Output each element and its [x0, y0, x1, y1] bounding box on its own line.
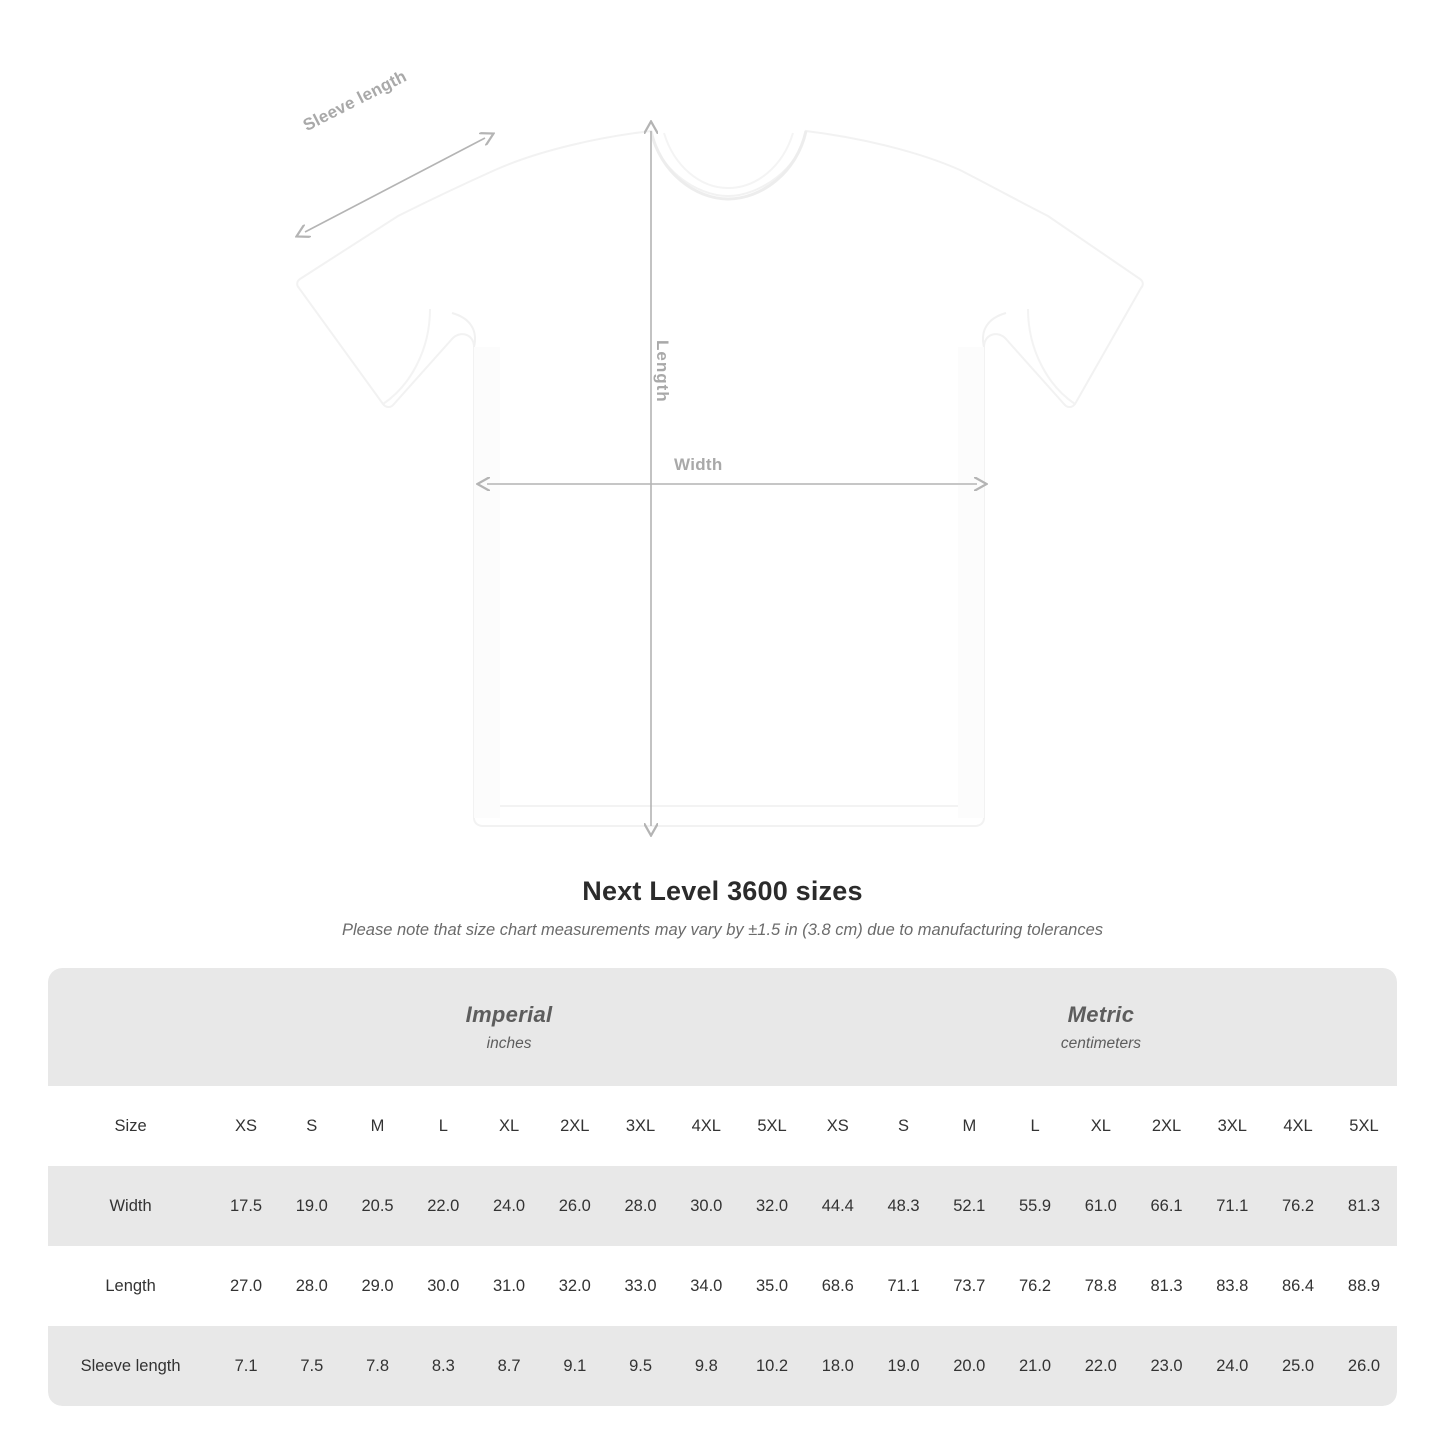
width-imperial-2xl: 26.0: [542, 1166, 608, 1246]
sleeve-imperial-3xl: 9.5: [608, 1326, 674, 1406]
table-row: [48, 1246, 1397, 1326]
width-metric-xl: 61.0: [1068, 1166, 1134, 1246]
width-metric-xs: 44.4: [805, 1166, 871, 1246]
width-imperial-s: 19.0: [279, 1166, 345, 1246]
metric-unit: centimeters: [1060, 1034, 1142, 1052]
size-header-imperial-xl: XL: [476, 1086, 542, 1166]
width-metric-s: 48.3: [871, 1166, 937, 1246]
unit-system-corner: [48, 968, 213, 1086]
tolerance-note: Please note that size chart measurements may vary by ±1.5 in (3.8 cm) due to manufacturing tolerances: [341, 921, 1104, 939]
length-imperial-s: 28.0: [279, 1246, 345, 1326]
sleeve-imperial-5xl: 10.2: [739, 1326, 805, 1406]
sleeve-imperial-xl: 8.7: [476, 1326, 542, 1406]
sleeve-imperial-s: 7.5: [279, 1326, 345, 1406]
width-imperial-l: 22.0: [410, 1166, 476, 1246]
length-metric-l: 76.2: [1002, 1246, 1068, 1326]
length-metric-3xl: 83.8: [1199, 1246, 1265, 1326]
size-header-imperial-s: S: [279, 1086, 345, 1166]
length-imperial-4xl: 34.0: [673, 1246, 739, 1326]
size-header-metric-m: M: [936, 1086, 1002, 1166]
width-imperial-xl: 24.0: [476, 1166, 542, 1246]
size-header-imperial-2xl: 2XL: [542, 1086, 608, 1166]
sleeve-imperial-4xl: 9.8: [673, 1326, 739, 1406]
length-metric-4xl: 86.4: [1265, 1246, 1331, 1326]
unit-system-metric: [805, 968, 1397, 1086]
sleeve-metric-5xl: 26.0: [1331, 1326, 1397, 1406]
tshirt-shape: [297, 131, 1143, 826]
size-header-imperial-4xl: 4XL: [673, 1086, 739, 1166]
width-imperial-m: 20.5: [345, 1166, 411, 1246]
size-header-imperial-l: L: [410, 1086, 476, 1166]
row-label-sleeve-length: Sleeve length: [48, 1326, 213, 1406]
length-metric-s: 71.1: [871, 1246, 937, 1326]
length-label: Length: [653, 340, 672, 403]
unit-system-imperial: [213, 968, 805, 1086]
size-header-metric-l: L: [1002, 1086, 1068, 1166]
size-header-metric-3xl: 3XL: [1199, 1086, 1265, 1166]
length-metric-5xl: 88.9: [1331, 1246, 1397, 1326]
size-table: [48, 968, 1397, 1406]
length-metric-xl: 78.8: [1068, 1246, 1134, 1326]
sleeve-imperial-xs: 7.1: [213, 1326, 279, 1406]
length-metric-xs: 68.6: [805, 1246, 871, 1326]
metric-name: Metric: [1067, 1001, 1135, 1027]
sleeve-metric-3xl: 24.0: [1199, 1326, 1265, 1406]
size-header-metric-5xl: 5XL: [1331, 1086, 1397, 1166]
size-header-imperial-xs: XS: [213, 1086, 279, 1166]
length-imperial-m: 29.0: [345, 1246, 411, 1326]
size-header-imperial-3xl: 3XL: [608, 1086, 674, 1166]
sleeve-imperial-m: 7.8: [345, 1326, 411, 1406]
width-imperial-5xl: 32.0: [739, 1166, 805, 1246]
size-header-imperial-m: M: [345, 1086, 411, 1166]
width-metric-l: 55.9: [1002, 1166, 1068, 1246]
width-metric-2xl: 66.1: [1134, 1166, 1200, 1246]
imperial-unit: inches: [486, 1034, 532, 1052]
width-metric-4xl: 76.2: [1265, 1166, 1331, 1246]
size-header-metric-4xl: 4XL: [1265, 1086, 1331, 1166]
length-imperial-l: 30.0: [410, 1246, 476, 1326]
sleeve-metric-m: 20.0: [936, 1326, 1002, 1406]
size-header-metric-s: S: [871, 1086, 937, 1166]
unit-system-row: [48, 968, 1397, 1086]
length-metric-2xl: 81.3: [1134, 1246, 1200, 1326]
sleeve-length-label: Sleeve length: [300, 66, 410, 135]
width-imperial-4xl: 30.0: [673, 1166, 739, 1246]
width-label: Width: [674, 455, 723, 474]
length-imperial-xs: 27.0: [213, 1246, 279, 1326]
width-imperial-3xl: 28.0: [608, 1166, 674, 1246]
size-table-wrapper: [48, 968, 1397, 1406]
table-row: [48, 1326, 1397, 1406]
length-imperial-3xl: 33.0: [608, 1246, 674, 1326]
width-metric-m: 52.1: [936, 1166, 1002, 1246]
sleeve-imperial-2xl: 9.1: [542, 1326, 608, 1406]
width-metric-5xl: 81.3: [1331, 1166, 1397, 1246]
size-header-row: [48, 1086, 1397, 1166]
page-title: Next Level 3600 sizes: [582, 876, 863, 906]
imperial-name: Imperial: [465, 1001, 553, 1027]
sleeve-imperial-l: 8.3: [410, 1326, 476, 1406]
length-imperial-xl: 31.0: [476, 1246, 542, 1326]
table-row: [48, 1166, 1397, 1246]
length-metric-m: 73.7: [936, 1246, 1002, 1326]
size-header-imperial-5xl: 5XL: [739, 1086, 805, 1166]
size-header-label: Size: [48, 1086, 213, 1166]
sleeve-metric-4xl: 25.0: [1265, 1326, 1331, 1406]
sleeve-metric-xl: 22.0: [1068, 1326, 1134, 1406]
sleeve-metric-xs: 18.0: [805, 1326, 871, 1406]
title-block: [0, 876, 1445, 940]
row-label-width: Width: [48, 1166, 213, 1246]
sleeve-metric-l: 21.0: [1002, 1326, 1068, 1406]
sleeve-metric-s: 19.0: [871, 1326, 937, 1406]
size-header-metric-xs: XS: [805, 1086, 871, 1166]
length-imperial-5xl: 35.0: [739, 1246, 805, 1326]
width-metric-3xl: 71.1: [1199, 1166, 1265, 1246]
row-label-length: Length: [48, 1246, 213, 1326]
size-header-metric-2xl: 2XL: [1134, 1086, 1200, 1166]
width-imperial-xs: 17.5: [213, 1166, 279, 1246]
sleeve-metric-2xl: 23.0: [1134, 1326, 1200, 1406]
length-imperial-2xl: 32.0: [542, 1246, 608, 1326]
size-header-metric-xl: XL: [1068, 1086, 1134, 1166]
